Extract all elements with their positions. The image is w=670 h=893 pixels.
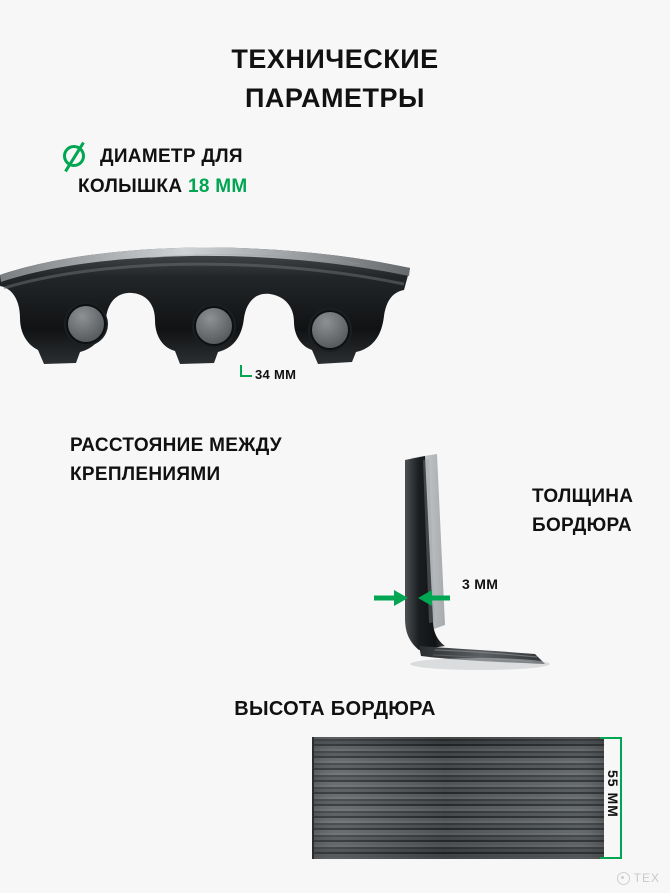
spacing-dimension xyxy=(240,365,296,382)
page-title-line2: ПАРАМЕТРЫ xyxy=(245,83,425,114)
peg-strip-photo xyxy=(0,230,430,395)
watermark-text: TEX xyxy=(633,871,660,885)
spacing-bracket-icon xyxy=(240,365,252,377)
diameter-callout xyxy=(60,142,390,198)
page-title xyxy=(0,40,670,118)
thickness-dimension-arrows xyxy=(372,588,452,608)
watermark-icon xyxy=(617,872,630,885)
thickness-caption-line1: ТОЛЩИНА xyxy=(532,486,634,507)
diameter-label-line2: КОЛЫШКА xyxy=(78,176,183,197)
spacing-value: 34 ММ xyxy=(255,367,297,382)
height-value: 55 ММ xyxy=(605,770,621,818)
thickness-value: 3 ММ xyxy=(462,576,499,592)
diameter-callout-row-2 xyxy=(60,176,390,198)
spacing-caption xyxy=(70,432,370,489)
spacing-caption-line1: РАССТОЯНИЕ МЕЖДУ xyxy=(70,435,282,456)
height-caption: ВЫСОТА БОРДЮРА xyxy=(234,698,436,720)
border-height-photo xyxy=(312,737,604,859)
diameter-label-line1: ДИАМЕТР ДЛЯ xyxy=(100,146,243,168)
spacing-caption-line2: КРЕПЛЕНИЯМИ xyxy=(70,463,221,485)
diameter-value: 18 ММ xyxy=(187,176,248,197)
diameter-callout-row-1 xyxy=(60,142,390,172)
thickness-arrow-icon xyxy=(372,588,452,608)
watermark xyxy=(617,871,660,885)
thickness-caption xyxy=(532,483,662,540)
page-title-line1: ТЕХНИЧЕСКИЕ xyxy=(231,44,439,74)
diameter-symbol-icon xyxy=(60,142,90,172)
thickness-caption-line2: БОРДЮРА xyxy=(532,514,632,536)
peg-strip-illustration xyxy=(0,230,430,395)
